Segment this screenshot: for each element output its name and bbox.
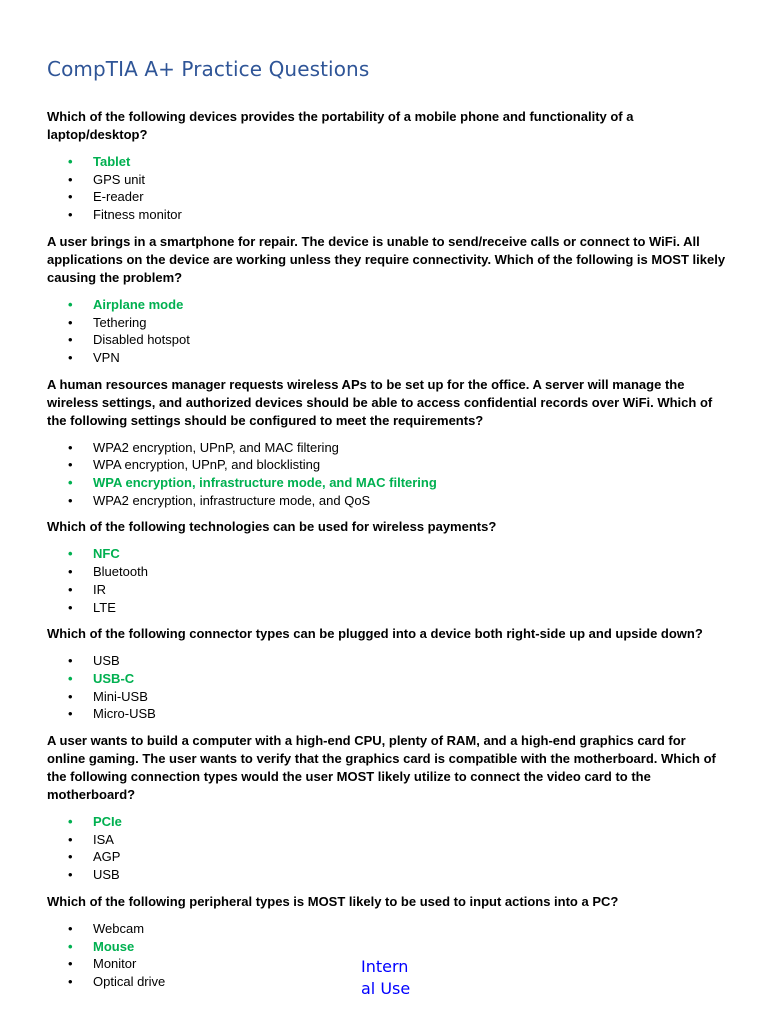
answer-option-label: WPA2 encryption, infrastructure mode, and QoS [93,492,371,508]
bullet-icon: • [68,706,73,722]
bullet-icon: • [68,956,73,972]
answer-option [47,349,727,367]
answer-option-label: Airplane mode [93,296,184,312]
answer-option-label: USB [93,867,120,883]
answer-option-label: Mini-USB [93,688,148,704]
answer-options [47,813,727,884]
question-text: A user brings in a smartphone for repair. The device is unable to send/receive calls or connect to WiFi. All applications on the device are working unless they require connectivity. Which of the following is MOST likely causing the problem? [47,233,726,285]
answer-option-correct [47,153,727,171]
answer-option-correct [47,813,727,831]
answer-options [47,439,727,510]
answer-option-correct [47,474,727,492]
bullet-icon: • [68,154,73,169]
answer-option [47,831,727,849]
footer-line-2: al Use [361,979,411,998]
answer-option [47,920,727,938]
answer-option [47,314,727,332]
answer-option-label: IR [93,581,106,597]
bullet-icon: • [68,207,73,223]
bullet-icon: • [68,546,73,562]
answer-option-label: VPN [93,349,120,365]
bullet-icon: • [68,938,73,954]
bullet-icon: • [68,599,73,615]
bullet-icon: • [68,831,73,847]
answer-option [47,688,727,706]
answer-option-label: Monitor [93,956,137,972]
answer-option [47,171,727,189]
answer-option [47,652,727,670]
bullet-icon: • [68,688,73,704]
answer-option [47,188,727,206]
answer-option [47,456,727,474]
footer-line-1: Intern [361,957,409,976]
answer-option-label: Micro-USB [93,706,156,722]
answer-option [47,581,727,599]
answer-option [47,331,727,349]
answer-option [47,563,727,581]
answer-option [47,705,727,723]
bullet-icon: • [68,814,73,830]
document-page [47,57,727,1000]
answer-option-label: Tethering [93,314,147,330]
answer-option-label: Fitness monitor [93,207,182,223]
answer-option-correct [47,670,727,688]
answer-option [47,206,727,224]
bullet-icon: • [68,653,73,669]
answer-option-label: Webcam [93,920,145,936]
bullet-icon: • [68,457,73,473]
bullet-icon: • [68,867,73,883]
bullet-icon: • [68,973,73,989]
question-text: A human resources manager requests wireless APs to be set up for the office. A server will manage the wireless settings, and authorized devices should be able to access confidential records over WiFi. Which of the following settings should be configured to meet the requirements? [47,376,713,428]
answer-option [47,599,727,617]
question-text: Which of the following devices provides the portability of a mobile phone and functionality of a laptop/desktop? [47,109,634,142]
answer-option-label: GPS unit [93,171,146,187]
bullet-icon: • [68,581,73,597]
question-text: Which of the following peripheral types is MOST likely to be used to input actions into a PC? [47,893,619,909]
question-text: Which of the following technologies can be used for wireless payments? [47,519,497,535]
bullet-icon: • [68,564,73,580]
bullet-icon: • [68,171,73,187]
question-text: Which of the following connector types can be plugged into a device both right-side up and upside down? [47,626,703,642]
answer-option-label: PCIe [93,814,122,830]
answer-option-label: NFC [93,546,120,562]
answer-option-label: WPA encryption, UPnP, and blocklisting [93,457,321,473]
bullet-icon: • [68,670,73,686]
question-text: A user wants to build a computer with a high-end CPU, plenty of RAM, and a high-end graphics card for online gaming. The user wants to verify that the graphics card is compatible with the motherboard. Which of the following connection types would the user MOST likely utilize to connect the video card to the motherboard? [47,733,716,803]
answer-option-label: USB-C [93,670,135,686]
answer-options [47,545,727,616]
answer-option [47,848,727,866]
footer-classification [361,956,421,1000]
bullet-icon: • [68,492,73,508]
answer-option-correct [47,938,727,956]
bullet-icon: • [68,849,73,865]
answer-option-label: Mouse [93,938,135,954]
answer-option-label: WPA encryption, infrastructure mode, and MAC filtering [93,475,437,491]
answer-option-label: USB [93,653,120,669]
question-list [47,108,727,991]
bullet-icon: • [68,314,73,330]
bullet-icon: • [68,349,73,365]
bullet-icon: • [68,920,73,936]
bullet-icon: • [68,332,73,348]
answer-options [47,652,727,723]
answer-option [47,866,727,884]
answer-option [47,492,727,510]
answer-option-label: AGP [93,849,121,865]
bullet-icon: • [68,296,73,312]
answer-option-label: WPA2 encryption, UPnP, and MAC filtering [93,439,339,455]
answer-options [47,153,727,224]
answer-options [47,296,727,367]
bullet-icon: • [68,475,73,491]
answer-option-correct [47,545,727,563]
answer-option [47,439,727,457]
answer-option-correct [47,296,727,314]
bullet-icon: • [68,439,73,455]
answer-option-label: Optical drive [93,973,166,989]
answer-option-label: ISA [93,831,114,847]
bullet-icon: • [68,189,73,205]
answer-option-label: Tablet [93,154,131,169]
answer-option-label: Disabled hotspot [93,332,190,348]
document-title: CompTIA A+ Practice Questions [47,57,370,81]
answer-option-label: Bluetooth [93,564,148,580]
answer-option-label: LTE [93,599,116,615]
answer-option-label: E-reader [93,189,144,205]
